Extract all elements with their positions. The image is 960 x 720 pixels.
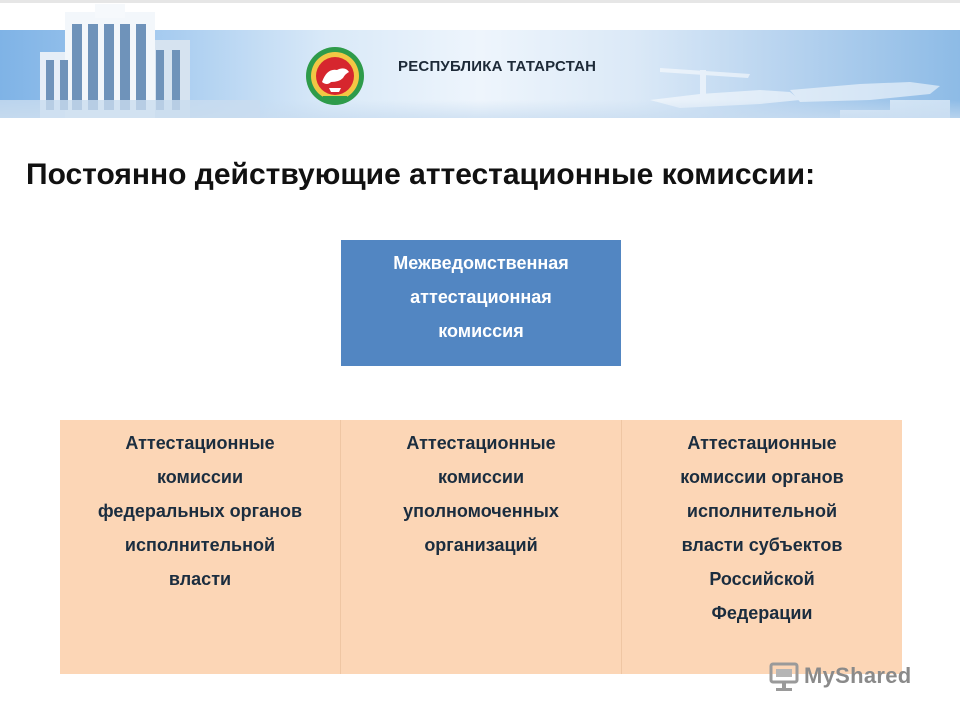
column-text-line: уполномоченных <box>403 501 559 521</box>
authorized-organizations-column <box>340 420 621 674</box>
column-text-line: исполнительной <box>686 501 838 521</box>
presentation-icon <box>768 660 800 692</box>
page-title: Постоянно действующие аттестационные комиссии: <box>26 158 816 191</box>
interdepartmental-commission-box <box>341 240 621 366</box>
column-text-line: Российской <box>709 569 815 589</box>
government-building-illustration <box>0 0 260 118</box>
column-text-line: комиссии <box>437 467 525 487</box>
column-text-line: организаций <box>424 535 538 555</box>
column-text-line: Аттестационные <box>125 433 275 453</box>
column-text-line: комиссии органов <box>680 467 844 487</box>
column-text-line: Федерации <box>711 603 813 623</box>
column-text-line: Аттестационные <box>406 433 556 453</box>
box-text-line: Межведомственная <box>393 253 569 273</box>
box-text-line: аттестационная <box>410 287 552 307</box>
commission-types-box <box>60 420 902 674</box>
myshared-watermark <box>768 656 928 696</box>
column-text-line: власти <box>168 569 232 589</box>
federal-commissions-column <box>60 420 340 674</box>
column-text-line: федеральных органов <box>97 501 303 521</box>
regional-commissions-column <box>621 420 902 674</box>
tatarstan-emblem-icon <box>305 46 365 106</box>
region-name: РЕСПУБЛИКА ТАТАРСТАН <box>398 58 597 75</box>
column-text-line: власти субъектов <box>681 535 843 555</box>
column-text-line: Аттестационные <box>687 433 837 453</box>
watermark-text: MyShared <box>804 663 912 688</box>
box-text-line: комиссия <box>438 321 524 341</box>
column-text-line: исполнительной <box>124 535 276 555</box>
column-text-line: комиссии <box>156 467 244 487</box>
